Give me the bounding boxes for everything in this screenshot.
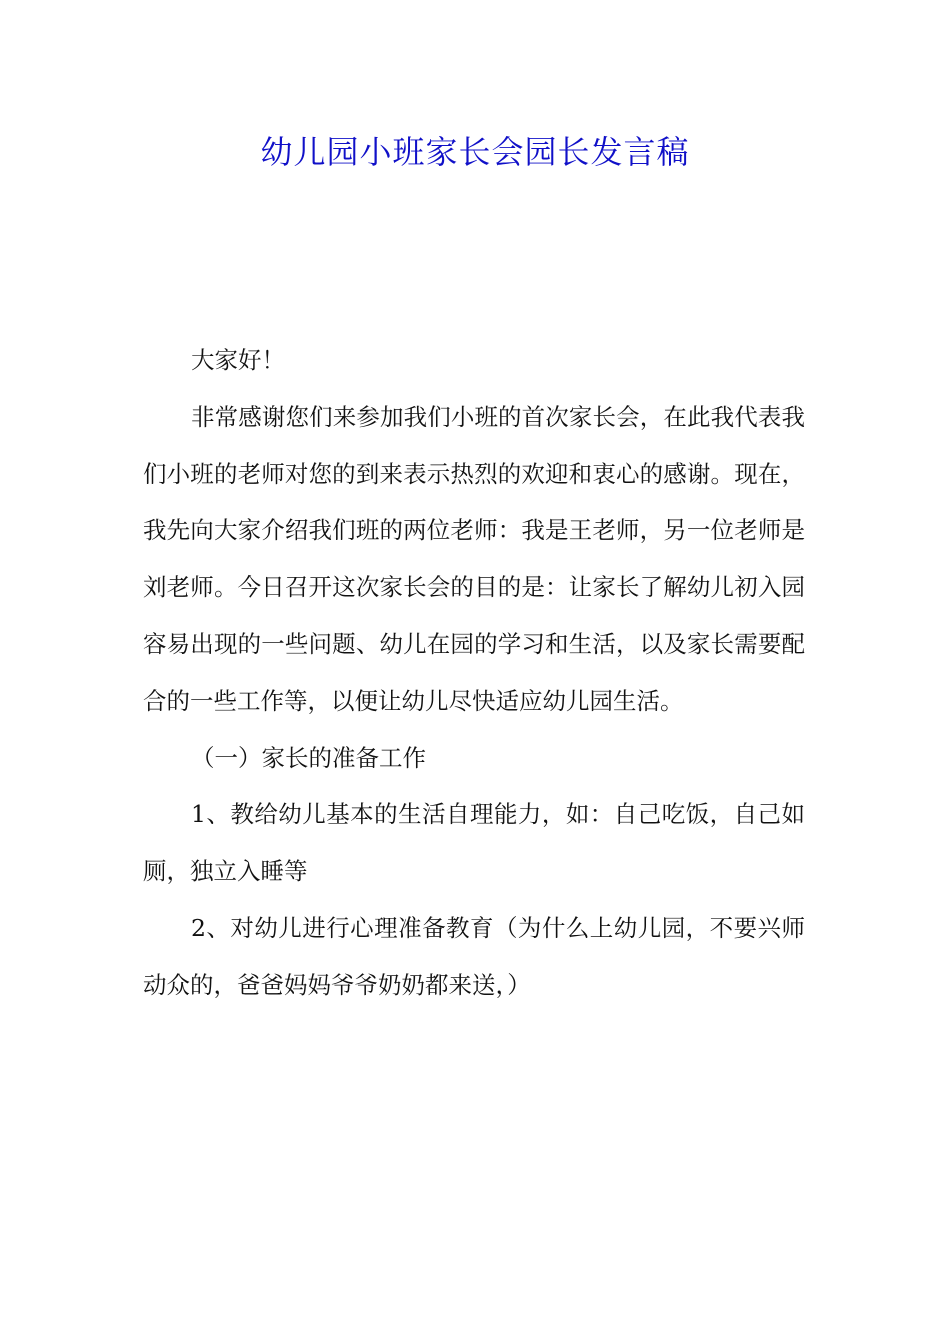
document-title: 幼儿园小班家长会园长发言稿 bbox=[260, 133, 690, 171]
paragraph-greeting: 大家好！ bbox=[191, 346, 285, 374]
document-body bbox=[143, 332, 805, 1014]
list-item-self-care: 1、教给幼儿基本的生活自理能力，如：自己吃饭，自己如厕，独立入睡等 bbox=[143, 800, 805, 886]
paragraph-introduction: 非常感谢您们来参加我们小班的首次家长会，在此我代表我们小班的老师对您的到来表示热烈的欢迎和衷心的感谢。现在，我先向大家介绍我们班的两位老师：我是王老师，另一位老师是刘老师。今日召开这次家长会的目的是：让家长了解幼儿初入园容易出现的一些问题、幼儿在园的学习和生活，以及家长需要配合的一些工作等，以便让幼儿尽快适应幼儿园生活。 bbox=[143, 402, 805, 715]
list-item-psychological-preparation: 2、对幼儿进行心理准备教育（为什么上幼儿园，不要兴师动众的，爸爸妈妈爷爷奶奶都来送，） bbox=[143, 913, 805, 999]
section-heading-parent-preparation: （一）家长的准备工作 bbox=[191, 743, 426, 772]
